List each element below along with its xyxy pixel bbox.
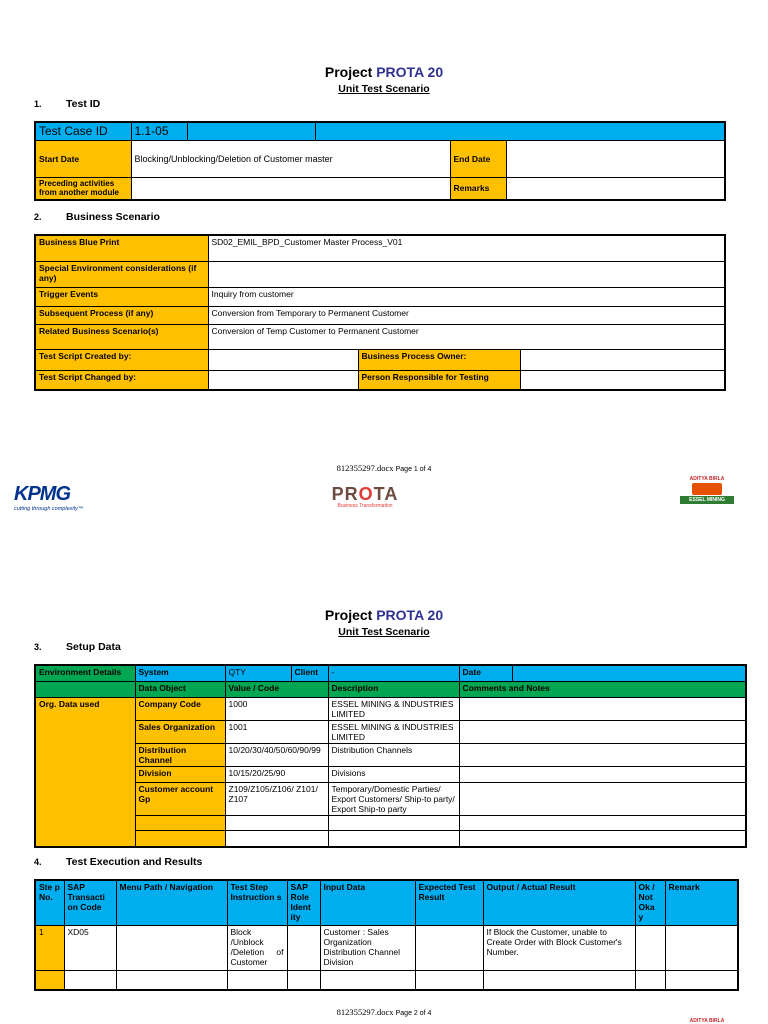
data-object: Sales Organization bbox=[135, 720, 225, 743]
role[interactable] bbox=[287, 970, 320, 990]
related-scenario-label: Related Business Scenario(s) bbox=[35, 324, 208, 349]
client-value[interactable]: - bbox=[328, 665, 459, 681]
value-code[interactable]: 10/20/30/40/50/60/90/99 bbox=[225, 743, 328, 766]
setup-data-table bbox=[34, 664, 747, 848]
page-footer bbox=[0, 463, 768, 473]
input-data[interactable]: Customer : Sales Organization Distribution Channel Division bbox=[320, 925, 415, 970]
footer-page-number: Page 1 of 4 bbox=[395, 466, 432, 473]
col-menu-path: Menu Path / Navigation bbox=[116, 880, 227, 925]
trigger-events-value[interactable]: Inquiry from customer bbox=[208, 287, 725, 306]
col-data-object: Data Object bbox=[135, 681, 225, 697]
end-date-label: End Date bbox=[450, 140, 506, 177]
value-code[interactable]: 10/15/20/25/90 bbox=[225, 766, 328, 782]
kpmg-wordmark: KPMG bbox=[14, 483, 70, 505]
remark[interactable] bbox=[665, 925, 738, 970]
step-no bbox=[35, 970, 64, 990]
aditya-birla-logo-2: ADITYA BIRLA bbox=[689, 1018, 725, 1024]
created-by-value[interactable] bbox=[208, 349, 358, 370]
kpmg-tagline: cutting through complexity™ bbox=[14, 506, 84, 512]
description: Distribution Channels bbox=[328, 743, 459, 766]
section-heading-test-execution: 4. Test Execution and Results bbox=[34, 856, 203, 868]
test-case-blank-1 bbox=[187, 122, 315, 140]
comments[interactable] bbox=[459, 830, 746, 847]
end-date-value[interactable] bbox=[506, 140, 725, 177]
test-id-table bbox=[34, 121, 726, 201]
data-object: Division bbox=[135, 766, 225, 782]
remarks-value[interactable] bbox=[506, 177, 725, 200]
value-code[interactable] bbox=[225, 830, 328, 847]
trigger-events-label: Trigger Events bbox=[35, 287, 208, 306]
start-date-label: Start Date bbox=[35, 140, 131, 177]
remarks-label: Remarks bbox=[450, 177, 506, 200]
test-case-id-value[interactable]: 1.1-05 bbox=[131, 122, 187, 140]
responsible-label: Person Responsible for Testing bbox=[358, 370, 520, 390]
step-no: 1 bbox=[35, 925, 64, 970]
col-step-no: Ste p No. bbox=[35, 880, 64, 925]
title-prefix: Project bbox=[324, 64, 377, 80]
output[interactable]: If Block the Customer, unable to Create Order with Block Customer's Number. bbox=[483, 925, 635, 970]
page-title bbox=[0, 64, 768, 80]
blueprint-label: Business Blue Print bbox=[35, 235, 208, 261]
section-label: Business Scenario bbox=[66, 211, 160, 223]
description bbox=[328, 815, 459, 830]
client-label: Client bbox=[291, 665, 328, 681]
section-heading-business-scenario bbox=[34, 211, 160, 223]
description: ESSEL MINING & INDUSTRIES LIMITED bbox=[328, 720, 459, 743]
responsible-value[interactable] bbox=[520, 370, 725, 390]
created-by-label: Test Script Created by: bbox=[35, 349, 208, 370]
col-role: SAP Role Ident ity bbox=[287, 880, 320, 925]
tcode[interactable] bbox=[64, 970, 116, 990]
section-heading-setup-data: 3. Setup Data bbox=[34, 641, 121, 653]
section-number: 2. bbox=[34, 212, 42, 222]
col-input-data: Input Data bbox=[320, 880, 415, 925]
value-code[interactable]: 1001 bbox=[225, 720, 328, 743]
page-footer-2 bbox=[0, 1007, 768, 1017]
col-output: Output / Actual Result bbox=[483, 880, 635, 925]
tcode[interactable]: XD05 bbox=[64, 925, 116, 970]
role[interactable] bbox=[287, 925, 320, 970]
instruction[interactable]: Block /Unblock /Deletion of Customer bbox=[227, 925, 287, 970]
blueprint-value[interactable]: SD02_EMIL_BPD_Customer Master Process_V01 bbox=[208, 235, 725, 261]
section-heading-test-id bbox=[34, 98, 100, 110]
special-env-label: Special Environment considerations (if any) bbox=[35, 261, 208, 287]
env-blank bbox=[35, 681, 135, 697]
output[interactable] bbox=[483, 970, 635, 990]
related-scenario-value[interactable]: Conversion of Temp Customer to Permanent Customer bbox=[208, 324, 725, 349]
data-object bbox=[135, 815, 225, 830]
value-code[interactable] bbox=[225, 815, 328, 830]
data-object bbox=[135, 830, 225, 847]
col-remark: Remark bbox=[665, 880, 738, 925]
description: Temporary/Domestic Parties/ Export Customers/ Ship-to party/ Export Ship-to party bbox=[328, 782, 459, 815]
section-label: Test ID bbox=[66, 98, 101, 110]
instruction[interactable] bbox=[227, 970, 287, 990]
page-subtitle: Unit Test Scenario bbox=[338, 83, 430, 95]
comments[interactable] bbox=[459, 782, 746, 815]
comments[interactable] bbox=[459, 815, 746, 830]
description: Divisions bbox=[328, 766, 459, 782]
sun-emblem-icon bbox=[692, 483, 722, 495]
expected[interactable] bbox=[415, 925, 483, 970]
date-value[interactable] bbox=[512, 665, 746, 681]
system-value[interactable]: QTY bbox=[225, 665, 291, 681]
start-date-value[interactable]: Blocking/Unblocking/Deletion of Customer master bbox=[131, 140, 450, 177]
comments[interactable] bbox=[459, 766, 746, 782]
data-object: Customer account Gp bbox=[135, 782, 225, 815]
org-data-label: Org. Data used bbox=[35, 697, 135, 847]
test-case-blank-2 bbox=[315, 122, 725, 140]
ok[interactable] bbox=[635, 925, 665, 970]
value-code[interactable]: 1000 bbox=[225, 697, 328, 720]
data-object: Company Code bbox=[135, 697, 225, 720]
page-subtitle-2: Unit Test Scenario bbox=[338, 626, 430, 638]
comments[interactable] bbox=[459, 743, 746, 766]
prota-logo: PROTA Business Transformation bbox=[331, 484, 399, 509]
subsequent-process-label: Subsequent Process (if any) bbox=[35, 306, 208, 324]
env-details-label: Environment Details bbox=[35, 665, 135, 681]
ok[interactable] bbox=[635, 970, 665, 990]
footer-page-number: Page 2 of 4 bbox=[395, 1010, 432, 1017]
page-title-2: Project PROTA 20 bbox=[324, 607, 444, 623]
col-tcode: SAP Transacti on Code bbox=[64, 880, 116, 925]
col-instructions: Test Step Instruction s bbox=[227, 880, 287, 925]
comments[interactable] bbox=[459, 697, 746, 720]
process-owner-label: Business Process Owner: bbox=[358, 349, 520, 370]
process-owner-value[interactable] bbox=[520, 349, 725, 370]
col-value-code: Value / Code bbox=[225, 681, 328, 697]
description bbox=[328, 830, 459, 847]
comments[interactable] bbox=[459, 720, 746, 743]
col-ok: Ok / Not Oka y bbox=[635, 880, 665, 925]
test-case-id-label: Test Case ID bbox=[35, 122, 131, 140]
description: ESSEL MINING & INDUSTRIES LIMITED bbox=[328, 697, 459, 720]
test-execution-table bbox=[34, 879, 739, 991]
kpmg-logo bbox=[14, 483, 83, 512]
expected[interactable] bbox=[415, 970, 483, 990]
business-scenario-table bbox=[34, 234, 726, 391]
remark[interactable] bbox=[665, 970, 738, 990]
changed-by-value[interactable] bbox=[208, 370, 358, 390]
col-comments: Comments and Notes bbox=[459, 681, 746, 697]
preceding-activities-label: Preceding activities from another module bbox=[35, 177, 131, 200]
col-description: Description bbox=[328, 681, 459, 697]
menu-path[interactable] bbox=[116, 970, 227, 990]
table-row bbox=[35, 970, 738, 990]
title-highlight: PROTA 20 bbox=[376, 64, 444, 80]
value-code[interactable]: Z109/Z105/Z106/ Z101/ Z107 bbox=[225, 782, 328, 815]
subsequent-process-value[interactable]: Conversion from Temporary to Permanent Customer bbox=[208, 306, 725, 324]
preceding-activities-value[interactable] bbox=[131, 177, 450, 200]
footer-filename: 812355297.docx bbox=[336, 463, 394, 473]
col-expected: Expected Test Result bbox=[415, 880, 483, 925]
footer-filename: 812355297.docx bbox=[336, 1007, 394, 1017]
input-data[interactable] bbox=[320, 970, 415, 990]
changed-by-label: Test Script Changed by: bbox=[35, 370, 208, 390]
system-label: System bbox=[135, 665, 225, 681]
section-number: 1. bbox=[34, 99, 42, 109]
aditya-birla-logo: ADITYA BIRLA ESSEL MINING bbox=[680, 476, 734, 504]
menu-path[interactable] bbox=[116, 925, 227, 970]
special-env-value[interactable] bbox=[208, 261, 725, 287]
table-row bbox=[35, 925, 738, 970]
date-label: Date bbox=[459, 665, 512, 681]
data-object: Distribution Channel bbox=[135, 743, 225, 766]
